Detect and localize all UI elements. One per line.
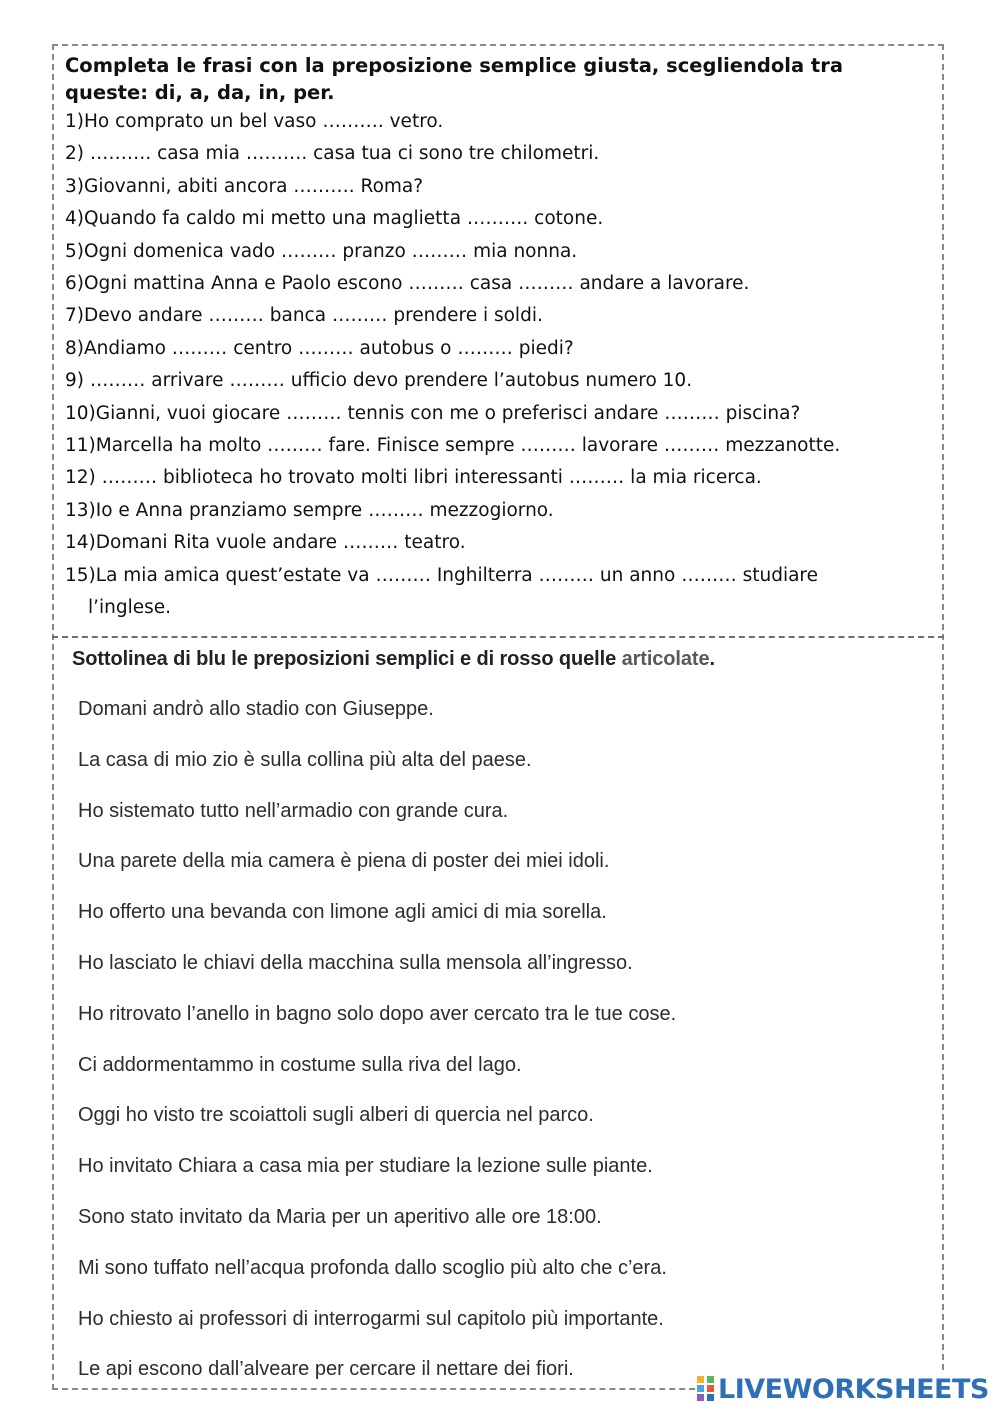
exercise1-item-13: 13)Io e Anna pranziamo sempre ……… mezzogiorno. (65, 499, 554, 521)
exercise2-sentence-6: Ho lasciato le chiavi della macchina sulla mensola all’ingresso. (78, 951, 633, 974)
exercise2-sentence-12: Mi sono tuffato nell’acqua profonda dallo scoglio più alto che c’era. (78, 1256, 667, 1279)
exercise2-sentence-4: Una parete della mia camera è piena di poster dei miei idoli. (78, 850, 610, 873)
exercise2-sentence-11: Sono stato invitato da Maria per un aperitivo alle ore 18:00. (78, 1205, 602, 1228)
exercise1-item-15-line1: 15)La mia amica quest’estate va ……… Inghilterra ……… un anno ……… studiare (65, 564, 819, 586)
exercise2-sentence-3: Ho sistemato tutto nell’armadio con grande cura. (78, 799, 509, 822)
liveworksheets-text: LIVEWORKSHEETS (718, 1373, 989, 1405)
exercise1-item-2: 2) ………. casa mia ………. casa tua ci sono tre chilometri. (65, 143, 600, 165)
exercise2-sentence-2: La casa di mio zio è sulla collina più alta del paese. (78, 748, 532, 771)
exercise1-item-15 (65, 560, 925, 625)
exercise1-item-3: 3)Giovanni, abiti ancora ………. Roma? (65, 175, 424, 197)
exercise2-sentence-5: Ho offerto una bevanda con limone agli amici di mia sorella. (78, 901, 607, 924)
exercise1-item-6: 6)Ogni mattina Anna e Paolo escono ……… casa ……… andare a lavorare. (65, 273, 750, 295)
exercise1-item-12: 12) ……… biblioteca ho trovato molti libri interessanti ……… la mia ricerca. (65, 467, 762, 489)
exercise2-sentence-10: Ho invitato Chiara a casa mia per studiare la lezione sulle piante. (78, 1155, 653, 1178)
exercise2-sentence-14: Le api escono dall’alveare per cercare il nettare dei fiori. (78, 1358, 574, 1381)
exercise1-item-7: 7)Devo andare ……… banca ……… prendere i soldi. (65, 305, 543, 327)
exercise1-item-1: 1)Ho comprato un bel vaso ………. vetro. (65, 111, 444, 132)
exercise2-sentence-1: Domani andrò allo stadio con Giuseppe. (78, 698, 434, 720)
exercise2-instruction-main: Sottolinea di blu le preposizioni semplici e di rosso quelle (72, 648, 622, 670)
exercise2-list (72, 684, 932, 1395)
exercise2-sentence-13: Ho chiesto ai professori di interrogarmi sul capitolo più importante. (78, 1307, 664, 1330)
liveworksheets-watermark (696, 1370, 993, 1408)
exercise1-item-15-line2: l’inglese. (88, 597, 172, 619)
exercise2-instruction (72, 644, 932, 674)
section-divider (52, 636, 944, 638)
exercise1-item-14: 14)Domani Rita vuole andare ……… teatro. (65, 532, 466, 554)
exercise1-instruction: Completa le frasi con la preposizione semplice giusta, scegliendola tra queste: di, a, da, in, per. (65, 54, 844, 104)
exercise-underline-prepositions (72, 644, 932, 1395)
exercise2-sentence-8: Ci addormentammo in costume sulla riva del lago. (78, 1053, 522, 1076)
exercise2-instruction-end: . (709, 648, 715, 670)
exercise2-sentence-7: Ho ritrovato l’anello in bagno solo dopo aver cercato tra le tue cose. (78, 1002, 677, 1025)
exercise1-item-11: 11)Marcella ha molto ……… fare. Finisce sempre ……… lavorare ……… mezzanotte. (65, 435, 841, 457)
exercise1-item-5: 5)Ogni domenica vado ……… pranzo ……… mia nonna. (65, 240, 578, 262)
exercise1-item-4: 4)Quando fa caldo mi metto una maglietta ………. cotone. (65, 208, 604, 230)
liveworksheets-logo-icon (696, 1374, 716, 1404)
exercise1-item-10: 10)Gianni, vuoi giocare ……… tennis con me o preferisci andare ……… piscina? (65, 402, 801, 424)
exercise1-item-9: 9) ……… arrivare ……… ufficio devo prendere l’autobus numero 10. (65, 370, 693, 392)
exercise1-item-8: 8)Andiamo ……… centro ……… autobus o ……… piedi? (65, 337, 574, 359)
exercise-prepositions-fill (65, 52, 925, 625)
exercise2-sentence-9: Oggi ho visto tre scoiattoli sugli alberi di quercia nel parco. (78, 1104, 594, 1127)
exercise1-list (65, 106, 925, 625)
exercise2-instruction-highlight: articolate (621, 648, 710, 670)
